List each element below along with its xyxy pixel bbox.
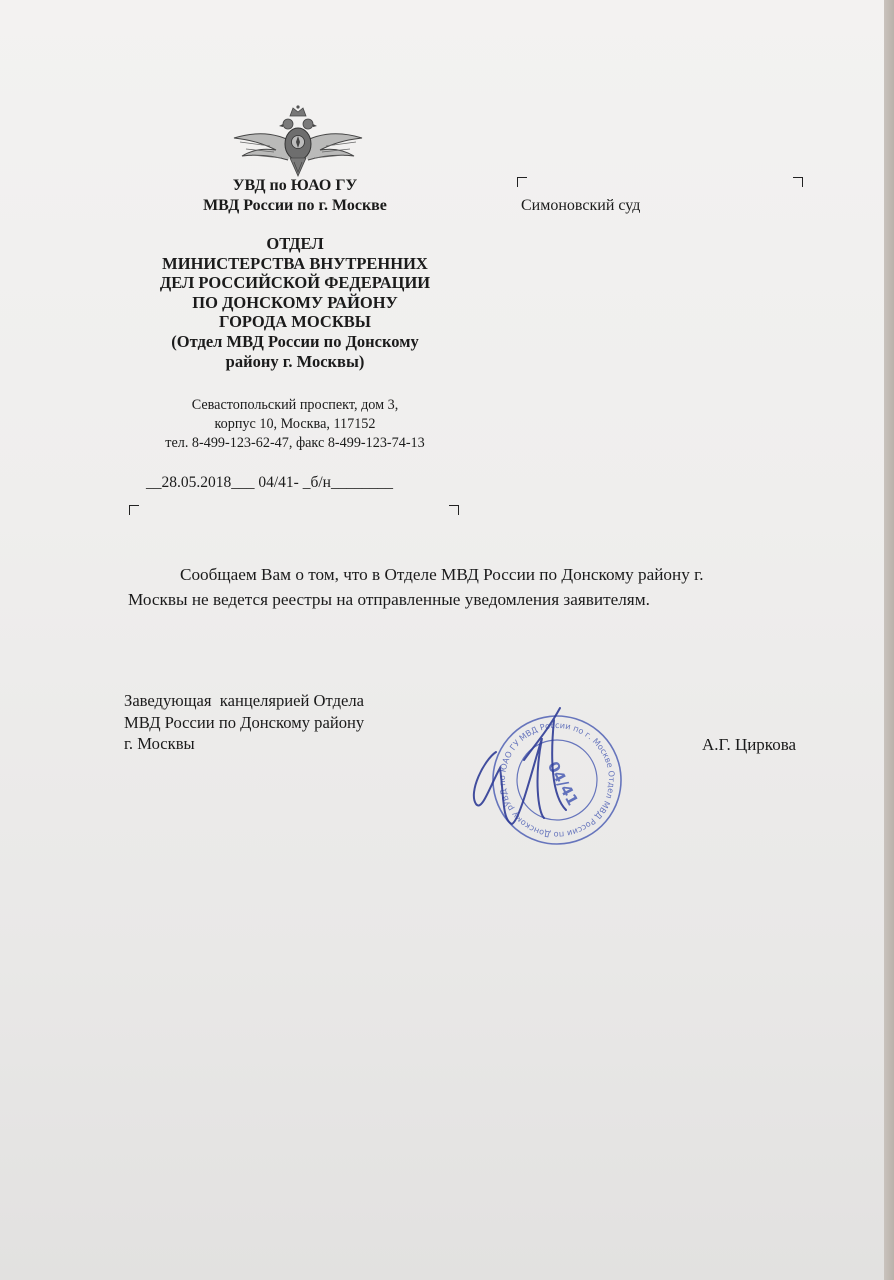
margin-corner-mark bbox=[793, 177, 803, 187]
authority-line: МВД России по г. Москве bbox=[203, 197, 387, 214]
body-line: Сообщаем Вам о том, что в Отделе МВД России по Донскому району г. bbox=[180, 565, 704, 584]
department-line: МИНИСТЕРСТВА ВНУТРЕННИХ bbox=[162, 253, 428, 273]
department-line: ГОРОДА МОСКВЫ bbox=[218, 312, 371, 332]
ministry-emblem-icon bbox=[230, 104, 366, 180]
stamp-ring-text: УВД по ЮАО ГУ МВД России по г. Москве Отдел МВД России по Донскому району bbox=[496, 719, 618, 841]
letter-body bbox=[128, 562, 848, 612]
department-address bbox=[120, 396, 470, 453]
official-stamp-with-signature bbox=[462, 700, 637, 860]
department-header bbox=[130, 234, 460, 371]
address-line: корпус 10, Москва, 117152 bbox=[214, 416, 376, 432]
department-line: ОТДЕЛ bbox=[266, 234, 324, 253]
signatory-title-line: Заведующая канцелярией Отдела bbox=[124, 691, 365, 710]
department-line: ПО ДОНСКОМУ РАЙОНУ bbox=[192, 292, 398, 312]
department-line: (Отдел МВД России по Донскому bbox=[171, 331, 419, 351]
stamp-number: 04/41 bbox=[543, 758, 582, 809]
signatory-title bbox=[124, 690, 364, 755]
page-edge-background bbox=[884, 0, 894, 1280]
signatory-title-line: г. Москвы bbox=[124, 734, 195, 753]
department-line: району г. Москвы) bbox=[225, 351, 365, 371]
address-line: тел. 8-499-123-62-47, факс 8-499-123-74-13 bbox=[165, 435, 425, 451]
recipient-name: Симоновский суд bbox=[521, 197, 641, 214]
margin-corner-mark bbox=[129, 505, 139, 515]
signatory-name: А.Г. Циркова bbox=[702, 735, 797, 754]
address-line: Севастопольский проспект, дом 3, bbox=[191, 397, 399, 413]
margin-corner-mark bbox=[449, 505, 459, 515]
authority-line: УВД по ЮАО ГУ bbox=[232, 177, 358, 194]
department-line: ДЕЛ РОССИЙСКОЙ ФЕДЕРАЦИИ bbox=[159, 273, 431, 293]
body-line: Москвы не ведется реестры на отправленные уведомления заявителям. bbox=[128, 590, 650, 609]
authority-header bbox=[150, 176, 440, 216]
signatory-title-line: МВД России по Донскому району bbox=[124, 712, 365, 732]
registration-number: __28.05.2018___ 04/41- _б/н________ bbox=[146, 474, 393, 491]
margin-corner-mark bbox=[517, 177, 527, 187]
